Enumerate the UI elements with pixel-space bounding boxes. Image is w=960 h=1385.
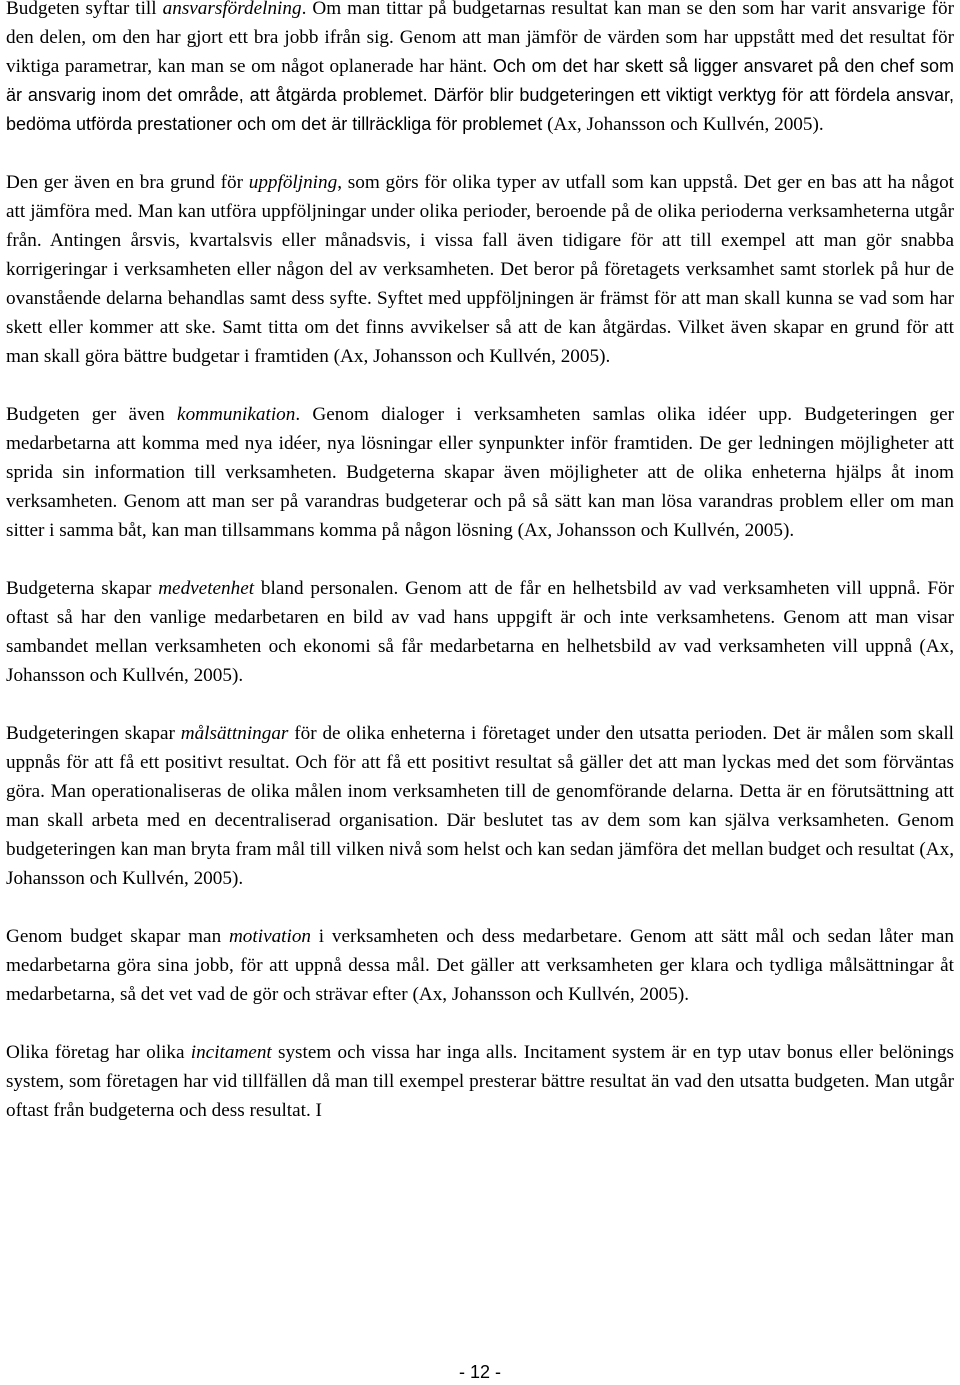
text-segment: Budgeterna skapar [6,578,159,599]
emphasized-term: kommunikation [177,404,296,425]
document-body [6,0,954,1154]
text-segment: Olika företag har olika [6,1042,191,1063]
emphasized-term: uppföljning [248,172,338,193]
emphasized-term: incitament [190,1042,272,1063]
text-segment: i verksamheten och dess medarbetare. Genom att sätt mål och sedan låter man medarbetarna göra sina jobb, för att uppnå dessa mål. Det gäller att verksamheten ger klara och tydliga målsättningar åt medarbetarna, så det vet vad de gör och strävar efter (Ax, Johansson och Kullvén, 2005). [6,926,954,1005]
paragraph [6,1038,954,1125]
paragraph [6,168,954,371]
text-segment: , som görs för olika typer av utfall som kan uppstå. Det ger en bas att ha något att jämföra med. Man kan utföra uppföljningar under olika perioder, beroende på de olika perioderna verksamheterna utgår från. Antingen årsvis, kvartalsvis eller månadsvis, i vissa fall även tidigare för att till exempel att man gör snabba korrigeringar i verksamheten eller någon del av verksamheten. Det beror på företagets verksamhet samt storlek på hur de ovanstående delarna behandlas samt dess syfte. Syftet med uppföljningen är främst för att man skall kunna se vad som har skett eller kommer att ske. Samt titta om det finns avvikelser så att de kan åtgärdas. Vilket även skapar en grund för att man skall göra bättre budgetar i framtiden (Ax, Johansson och Kullvén, 2005). [6,172,955,367]
paragraph [6,719,954,893]
text-segment: Genom budget skapar man [6,926,229,947]
emphasized-term: målsättningar [180,723,289,744]
text-segment: Budgeteringen skapar [6,723,181,744]
paragraph [6,574,954,690]
text-segment: . Genom dialoger i verksamheten samlas olika idéer upp. Budgeteringen ger medarbetarna att komma med nya idéer, nya lösningar eller synpunkter inför framtiden. De ger ledningen möjligheter att sprida sin information till verksamheten. Budgeterna skapar även möjligheter att de olika enheterna hjälps åt inom verksamheten. Genom att man ser på varandras budgeterar och på så sätt kan man lösa varandras problem eller om man sitter i samma båt, kan man tillsammans komma på någon lösning (Ax, Johansson och Kullvén, 2005). [6,404,954,541]
emphasized-term: medvetenhet [158,578,255,599]
page-number: - 12 - [458,1362,501,1382]
text-segment: Budgeten ger även [6,404,178,425]
emphasized-term: motivation [228,926,312,947]
text-segment: för de olika enheterna i företaget under den utsatta perioden. Det är målen som skall uppnås för att få ett positivt resultat. Och för att få ett positivt resultat så gäller det att man lyckas med det som förväntas göra. Man operationaliseras de olika målen inom verksamheten till de genomförande delarna. Detta är en förutsättning att man skall arbeta med en decentraliserad organisation. Där beslutet tas av dem som kan själva verksamheten. Genom budgeteringen kan man bryta fram mål till vilken nivå som helst och kan sedan jämföra det mellan budget och resultat (Ax, Johansson och Kullvén, 2005). [6,723,954,889]
emphasized-term: ansvarsfördelning [162,0,302,19]
text-segment: bland personalen. Genom att de får en helhetsbild av vad verksamheten vill uppnå. För oftast så har den vanlige medarbetaren en bild av vad hans uppgift är och inte verksamhetens. Genom att man visar sambandet mellan verksamheten och ekonomi så får medarbetarna en helhetsbild av vad verksamheten vill uppnå (Ax, Johansson och Kullvén, 2005). [6,578,954,686]
paragraph [6,922,954,1009]
text-segment: . Om man tittar på budgetarnas resultat kan man se den som har varit ansvarige för den delen, om den har gjort ett bra jobb ifrån sig. Genom att man jämför de värden som har uppstått med det resultat för viktiga parametrar, kan man se om något oplanerade har hänt. [6,0,954,77]
text-segment: (Ax, Johansson och Kullvén, 2005). [542,114,824,135]
text-segment: Och om det har skett så ligger ansvaret på den chef som är ansvarig inom det område, att åtgärda problemet. Därför blir budgeteringen ett viktigt verktyg för att fördela ansvar, bedöma utförda prestationer och om det är tillräckliga för problemet [6,56,954,134]
paragraph [6,0,954,139]
text-segment: system och vissa har inga alls. Incitament system är en typ utav bonus eller belönings system, som företagen har vid tillfällen då man till exempel presterar bättre resultat än vad den utsatta budgeten. Man utgår oftast från budgeterna och dess resultat. I [6,1042,954,1121]
text-segment: Den ger även en bra grund för [6,172,249,193]
paragraph [6,400,954,545]
text-segment: Budgeten syftar till [6,0,163,19]
